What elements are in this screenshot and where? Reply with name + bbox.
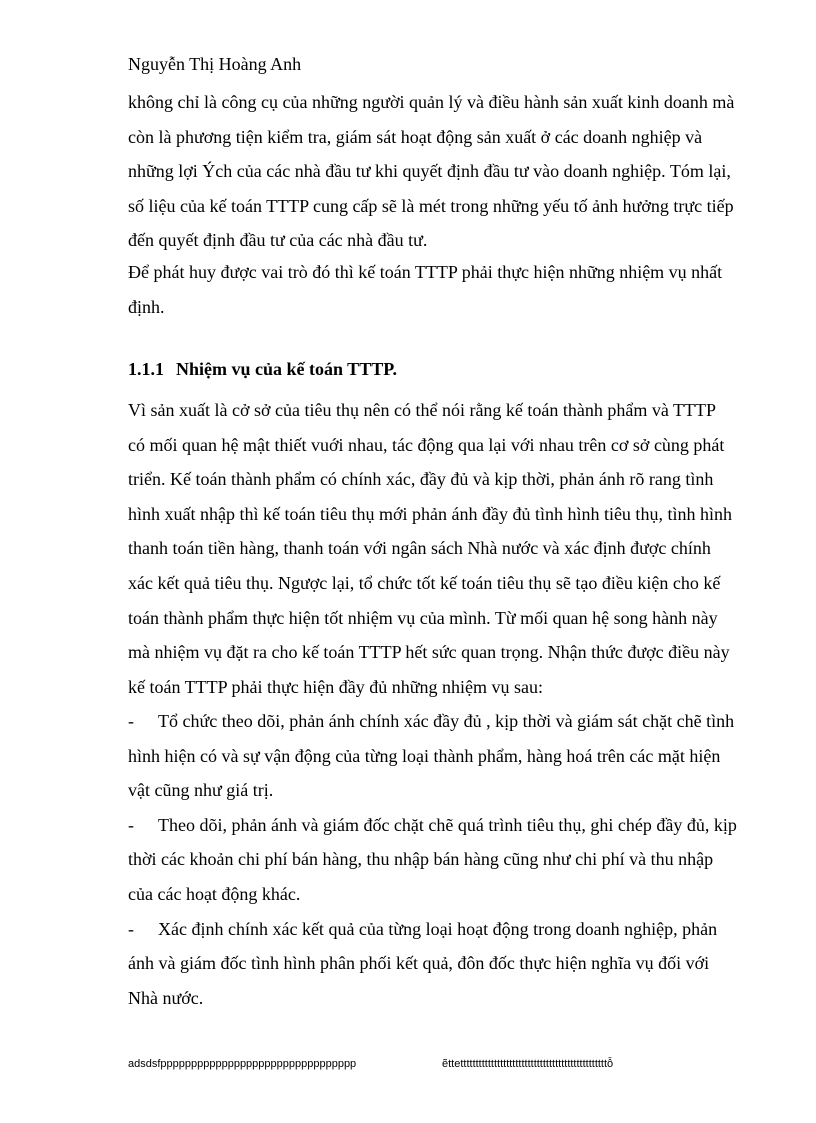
footer-right-text: ẽttettttttttttttttttttttttttttttttttttttttttttttttttỗ bbox=[442, 1058, 614, 1070]
text-line: vật cũng như giá trị. bbox=[128, 780, 274, 801]
list-item-text: Theo dõi, phản ánh và giám đốc chặt chẽ quá trình tiêu thụ, ghi chép đầy đủ, kịp bbox=[158, 814, 737, 835]
dash-marker: - bbox=[128, 711, 134, 731]
text-line: hình xuất nhập thì kế toán tiêu thụ mới phản ánh đầy đủ tình hình tiêu thụ, tình hình bbox=[128, 503, 732, 524]
text-line: mà nhiệm vụ đặt ra cho kế toán TTTP hết sức quan trọng. Nhận thức được điều này bbox=[128, 642, 730, 663]
text-line: thanh toán tiền hàng, thanh toán với ngân sách Nhà nước và xác định được chính bbox=[128, 538, 711, 559]
text-line: thời các khoản chi phí bán hàng, thu nhập bán hàng cũng như chi phí và thu nhập bbox=[128, 849, 714, 870]
text-line: toán thành phẩm thực hiện tốt nhiệm vụ của mình. Từ mối quan hệ song hành này bbox=[128, 607, 718, 628]
role-paragraph bbox=[128, 255, 764, 324]
bullet-list bbox=[128, 704, 764, 1015]
dash-marker: - bbox=[128, 918, 134, 939]
text-line: có mối quan hệ mật thiết vuới nhau, tác động qua lại với nhau trên cơ sở cùng phát bbox=[128, 434, 725, 455]
footer-left-text: adsdsfpppppppppppppppppppppppppppppppp bbox=[128, 1058, 357, 1070]
text-line: những lợi Ých của các nhà đầu tư khi quyết định đầu tư vào doanh nghiệp. Tóm lại, bbox=[128, 161, 731, 182]
text-line: hình hiện có và sự vận động của từng loại thành phẩm, hàng hoá trên các mặt hiện bbox=[128, 745, 721, 766]
author-header: Nguyễn Thị Hoàng Anh bbox=[128, 54, 302, 74]
dash-marker: - bbox=[128, 814, 134, 835]
text-line: của các hoạt động khác. bbox=[128, 883, 301, 904]
list-item-text: Tổ chức theo dõi, phản ánh chính xác đầy đủ , kịp thời và giám sát chặt chẽ tình bbox=[158, 711, 735, 731]
text-line: Để phát huy được vai trò đó thì kế toán TTTP phải thực hiện những nhiệm vụ nhất bbox=[128, 262, 723, 282]
list-item-text: Xác định chính xác kết quả của từng loại hoạt động trong doanh nghiệp, phản bbox=[158, 918, 718, 939]
text-line: kế toán TTTP phải thực hiện đầy đủ những nhiệm vụ sau: bbox=[128, 676, 543, 697]
text-line: Nhà nước. bbox=[128, 987, 204, 1008]
text-line: triển. Kế toán thành phẩm có chính xác, đầy đủ và kịp thời, phản ánh rõ rang tình bbox=[128, 469, 714, 490]
text-line: xác kết quả tiêu thụ. Ngược lại, tổ chức tốt kế toán tiêu thụ sẽ tạo điều kiện cho kế bbox=[128, 572, 721, 593]
section-number: 1.1.1 bbox=[128, 359, 164, 379]
text-line: còn là phương tiện kiểm tra, giám sát hoạt động sản xuất ở các doanh nghiệp và bbox=[128, 126, 703, 147]
text-line: Vì sản xuất là cở sở của tiêu thụ nên có thể nói rằng kế toán thành phẩm và TTTP bbox=[128, 400, 717, 420]
list-item bbox=[128, 704, 764, 739]
text-line: không chỉ là công cụ của những người quản lý và điều hành sản xuất kinh doanh mà bbox=[128, 92, 735, 112]
list-item bbox=[128, 912, 764, 947]
text-line: đến quyết định đầu tư của các nhà đầu tư. bbox=[128, 230, 428, 251]
section-title: Nhiệm vụ của kế toán TTTP. bbox=[176, 359, 398, 379]
list-item bbox=[128, 808, 764, 843]
body-paragraph bbox=[128, 393, 764, 704]
section-heading bbox=[128, 354, 397, 384]
text-line: số liệu của kế toán TTTP cung cấp sẽ là mét trong những yếu tố ảnh hưởng trực tiếp bbox=[128, 195, 734, 216]
text-line: định. bbox=[128, 296, 165, 317]
text-line: ánh và giám đốc tình hình phân phối kết quả, đôn đốc thực hiện nghĩa vụ đối với bbox=[128, 953, 710, 974]
intro-paragraph bbox=[128, 85, 764, 258]
